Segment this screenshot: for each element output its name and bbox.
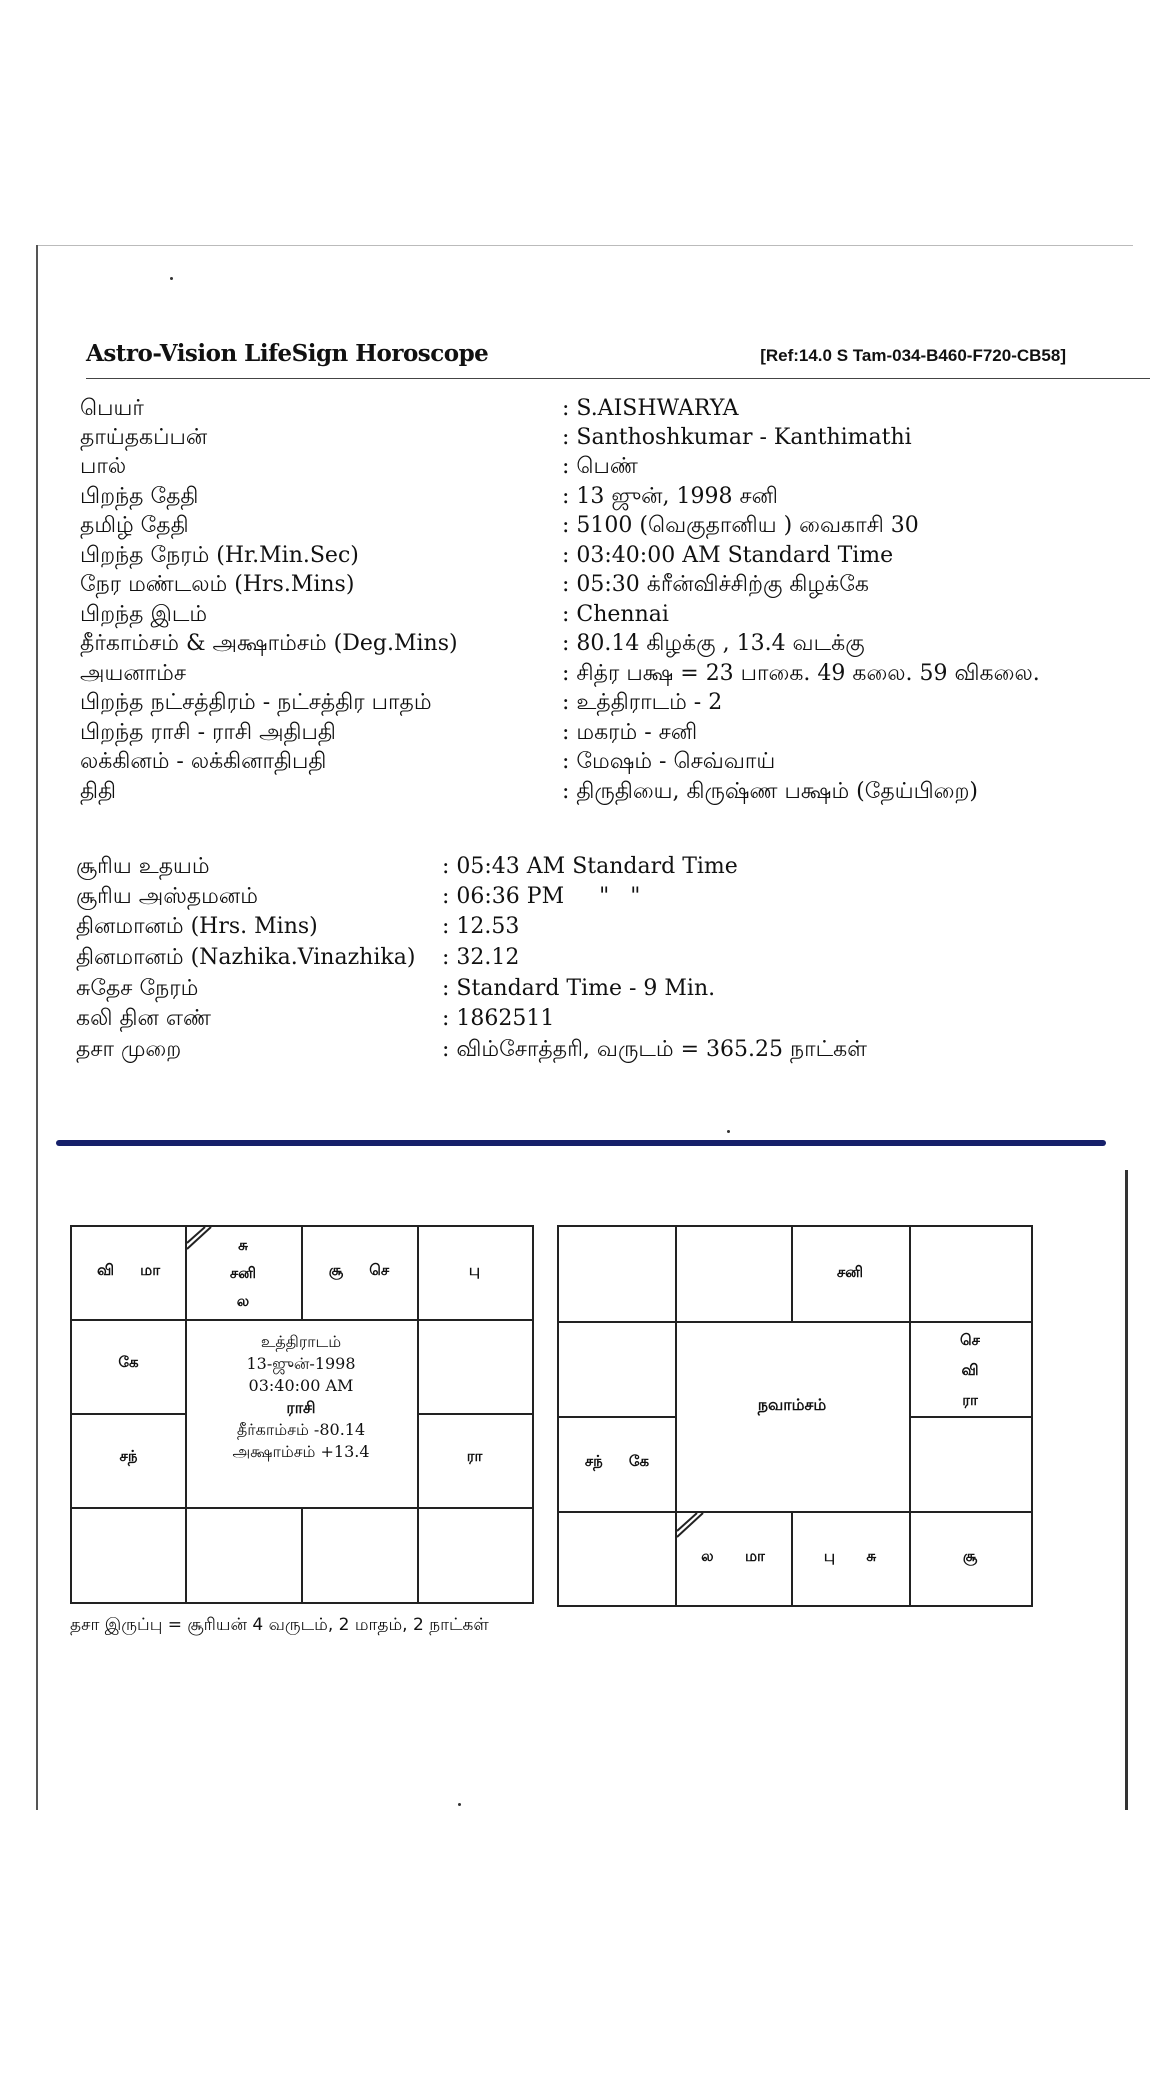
detail-label: நேர மண்டலம் (Hrs.Mins) [80, 572, 355, 597]
detail-label: தமிழ் தேதி [80, 513, 189, 538]
detail-value: : 5100 (வெகுதானிய ) வைகாசி 30 [562, 513, 919, 538]
brand-title: Astro-Vision LifeSign Horoscope [86, 340, 489, 367]
longitude: தீர்காம்சம் -80.14 [236, 1420, 366, 1439]
navamsa-house-9: ல மா [701, 1547, 765, 1565]
detail-label: அயனாம்ச [80, 661, 187, 686]
detail-label: தசா முறை [76, 1037, 182, 1062]
detail-label: சூரிய உதயம் [76, 854, 210, 879]
reference-code: [Ref:14.0 S Tam-034-B460-F720-CB58] [760, 346, 1066, 365]
birth-date: 13-ஜுன்-1998 [246, 1354, 356, 1373]
detail-label: சூரிய அஸ்தமனம் [76, 884, 258, 909]
detail-value: : 06:36 PM " " [442, 884, 641, 909]
detail-value: : சித்ர பக்ஷ = 23 பாகை. 49 கலை. 59 விகலை. [562, 661, 1040, 686]
detail-label: பிறந்த தேதி [80, 484, 199, 509]
scan-speck [727, 1130, 730, 1133]
navamsa-chart-title: நவாம்சம் [757, 1395, 827, 1414]
navamsa-house-11: சந் கே [584, 1452, 650, 1470]
document-header [86, 340, 1066, 372]
rasi-house-11: சந் [119, 1447, 138, 1465]
rasi-chart [70, 1225, 534, 1604]
detail-value: : 1862511 [442, 1006, 555, 1031]
detail-label: பால் [80, 454, 127, 479]
detail-value: : 03:40:00 AM Standard Time [562, 543, 894, 568]
navamsa-house-5: செ வி ரா [960, 1331, 980, 1409]
navamsa-house-7: சூ [962, 1547, 978, 1565]
header-rule [86, 378, 1150, 379]
rasi-center-info [185, 1331, 417, 1463]
detail-label: லக்கினம் - லக்கினாதிபதி [80, 749, 327, 774]
rasi-house-1: வி மா [96, 1261, 161, 1279]
navamsa-chart [557, 1225, 1033, 1607]
page-right-edge [1125, 1170, 1128, 1810]
detail-label: பெயர் [80, 396, 144, 421]
detail-value: : 05:30 க்ரீன்விச்சிற்கு கிழக்கே [562, 572, 869, 597]
birth-star: உத்திராடம் [260, 1332, 342, 1351]
detail-label: திதி [80, 779, 117, 804]
rasi-chart-title: ராசி [286, 1398, 316, 1417]
birth-time: 03:40:00 AM [248, 1376, 354, 1395]
detail-value: : 05:43 AM Standard Time [442, 854, 738, 879]
navamsa-house-3: சனி [836, 1263, 864, 1281]
detail-label: சுதேச நேரம் [76, 976, 199, 1001]
detail-value: : Chennai [562, 602, 669, 627]
scan-speck [170, 277, 173, 280]
rasi-house-4: பு [468, 1261, 481, 1279]
detail-value: : 80.14 கிழக்கு , 13.4 வடக்கு [562, 631, 865, 656]
detail-label: கலி தின எண் [76, 1006, 211, 1031]
navamsa-house-8: பு சு [823, 1547, 877, 1565]
detail-value: : 13 ஜுன், 1998 சனி [562, 484, 778, 509]
detail-value: : உத்திராடம் - 2 [562, 690, 723, 715]
rasi-house-2: சு சனி ல [229, 1236, 257, 1310]
detail-value: : மேஷம் - செவ்வாய் [562, 749, 776, 774]
rasi-house-6: ரா [466, 1447, 483, 1465]
dasa-balance-note: தசா இருப்பு = சூரியன் 4 வருடம், 2 மாதம், 2 நாட்கள் [70, 1615, 489, 1635]
detail-value: : திருதியை, கிருஷ்ண பக்ஷம் (தேய்பிறை) [562, 779, 979, 804]
detail-value: : Santhoshkumar - Kanthimathi [562, 425, 912, 450]
detail-label: தீர்காம்சம் & அக்ஷாம்சம் (Deg.Mins) [80, 631, 458, 656]
detail-label: பிறந்த நட்சத்திரம் - நட்சத்திர பாதம் [80, 690, 432, 715]
scan-speck [458, 1803, 461, 1806]
detail-label: பிறந்த ராசி - ராசி அதிபதி [80, 720, 336, 745]
detail-value: : 32.12 [442, 945, 520, 970]
detail-label: தினமானம் (Hrs. Mins) [76, 914, 318, 939]
detail-label: தினமானம் (Nazhika.Vinazhika) [76, 945, 416, 970]
latitude: அக்ஷாம்சம் +13.4 [232, 1442, 370, 1461]
detail-value: : விம்சோத்தரி, வருடம் = 365.25 நாட்கள் [442, 1037, 868, 1062]
detail-value: : S.AISHWARYA [562, 396, 739, 421]
rasi-house-3: சூ செ [328, 1261, 390, 1279]
detail-value: : மகரம் - சனி [562, 720, 698, 745]
detail-label: பிறந்த இடம் [80, 602, 208, 627]
section-divider-band [56, 1140, 1106, 1146]
detail-value: : பெண் [562, 454, 638, 479]
detail-label: பிறந்த நேரம் (Hr.Min.Sec) [80, 543, 359, 568]
rasi-house-12: கே [118, 1353, 139, 1371]
detail-value: : Standard Time - 9 Min. [442, 976, 716, 1001]
detail-label: தாய்தகப்பன் [80, 425, 208, 450]
detail-value: : 12.53 [442, 914, 520, 939]
